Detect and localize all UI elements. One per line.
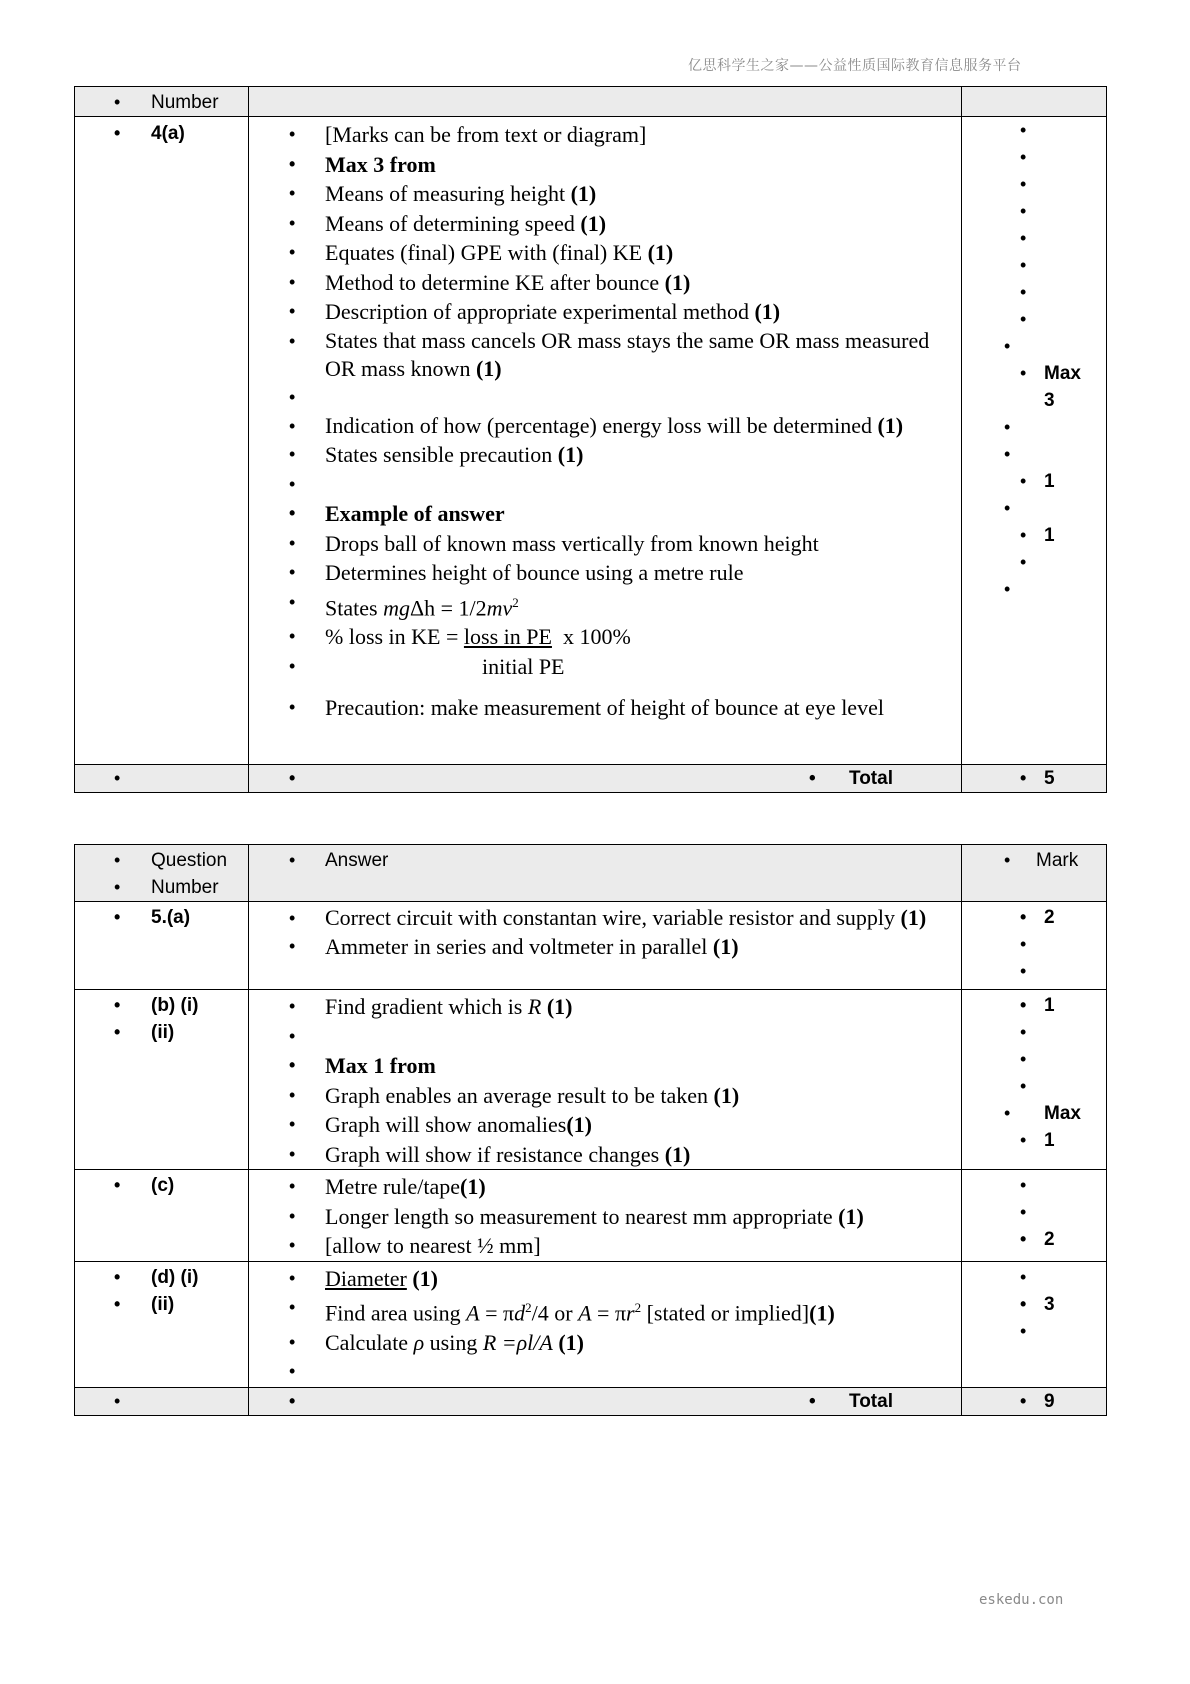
mark-cell <box>962 902 1107 990</box>
answer-cell <box>249 1170 962 1262</box>
header-number-label: • Number <box>75 89 248 116</box>
answer-cell <box>249 902 962 990</box>
answer-line: • Find gradient which is R (1) <box>249 992 961 1022</box>
question-number: • (d) (i) <box>75 1264 248 1291</box>
mark-line-empty <box>962 198 1106 225</box>
mark-scheme-table-q5 <box>74 844 1107 1416</box>
mark-cell <box>962 117 1107 765</box>
answer-line: • Ammeter in series and voltmeter in parallel (1) <box>249 932 961 962</box>
header-mark <box>962 87 1107 117</box>
header-question-label: • Question <box>75 847 248 874</box>
mark-line-empty <box>962 958 1106 985</box>
total-spacer <box>75 1387 249 1415</box>
mark-max: • Max 3 <box>962 360 1106 414</box>
answer-line: • [allow to nearest ½ mm] <box>249 1231 961 1261</box>
question-number: • 4(a) <box>75 120 248 147</box>
mark-line-empty <box>962 252 1106 279</box>
answer-line: • Equates (final) GPE with (final) KE (1) <box>249 238 961 268</box>
total-value-cell <box>962 1387 1107 1415</box>
answer-line: • Find area using $A = \pi d^2/4$ or $A = \pi r^2$ [stated or implied](1) <box>249 1293 961 1328</box>
question-cell <box>75 1170 249 1262</box>
header-answer <box>249 87 962 117</box>
answer-line: • Longer length so measurement to nearest mm appropriate (1) <box>249 1202 961 1232</box>
answer-line: • Diameter (1) <box>249 1264 961 1294</box>
table-row <box>75 1170 1107 1262</box>
total-value: • 9 <box>962 1388 1106 1415</box>
total-label-cell: • • Total <box>249 1387 962 1415</box>
total-value: • 5 <box>962 765 1106 792</box>
question-number: • (ii) <box>75 1019 248 1046</box>
total-row <box>75 765 1107 793</box>
answer-line: • [Marks can be from text or diagram] <box>249 120 961 150</box>
header-mark <box>962 845 1107 902</box>
mark-cell <box>962 1170 1107 1262</box>
mark-value: • 2 <box>962 904 1106 931</box>
answer-line: • Precaution: make measurement of height of bounce at eye level <box>249 693 961 723</box>
mark-value: • 2 <box>962 1226 1106 1253</box>
answer-line: • initial PE <box>249 652 961 682</box>
mark-line-empty <box>962 1264 1106 1291</box>
mark-max: • Max <box>962 1100 1106 1127</box>
answer-line: • Indication of how (percentage) energy loss will be determined (1) <box>249 412 961 440</box>
question-number: • 5.(a) <box>75 904 248 931</box>
mark-line-empty <box>962 117 1106 144</box>
answer-line: • Means of measuring height (1) <box>249 179 961 209</box>
question-number: • (ii) <box>75 1291 248 1318</box>
mark-line-empty <box>962 333 1106 360</box>
header-mark-label: • Mark <box>962 847 1106 874</box>
mark-scheme-table-q4 <box>74 86 1107 793</box>
question-cell <box>75 902 249 990</box>
answer-cell <box>249 990 962 1170</box>
total-value-cell <box>962 765 1107 793</box>
mark-line-empty <box>962 171 1106 198</box>
question-cell <box>75 990 249 1170</box>
mark-value: • 3 <box>962 1291 1106 1318</box>
answer-line-empty <box>249 383 961 413</box>
mark-line-empty <box>962 1046 1106 1073</box>
mark-line-empty <box>962 279 1106 306</box>
mark-line-empty <box>962 306 1106 333</box>
answer-line: • Max 1 from <box>249 1051 961 1081</box>
answer-line: • Means of determining speed (1) <box>249 209 961 239</box>
table-header-row <box>75 87 1107 117</box>
answer-cell <box>249 117 962 765</box>
answer-line: • Max 3 from <box>249 150 961 180</box>
table-header-row <box>75 845 1107 902</box>
total-row <box>75 1387 1107 1415</box>
header-question-number <box>75 845 249 902</box>
answer-cell <box>249 1261 962 1387</box>
mark-line-empty <box>962 1073 1106 1100</box>
mark-cell <box>962 1261 1107 1387</box>
mark-line-empty <box>962 1019 1106 1046</box>
answer-line: • Calculate ρ using R =ρl/A (1) <box>249 1328 961 1358</box>
mark-line-empty <box>962 549 1106 576</box>
answer-line: • States $mg\Delta h = 1/2mv^2$ <box>249 588 961 623</box>
total-spacer <box>75 765 249 793</box>
total-label: Total <box>849 1390 893 1412</box>
answer-line: • Metre rule/tape(1) <box>249 1172 961 1202</box>
table-row <box>75 1261 1107 1387</box>
question-cell <box>75 117 249 765</box>
footer-note: eskedu.con <box>979 1592 1064 1608</box>
mark-line-empty <box>962 1172 1106 1199</box>
mark-line-empty <box>962 1318 1106 1345</box>
answer-line: • Method to determine KE after bounce (1) <box>249 268 961 298</box>
answer-line: • Example of answer <box>249 499 961 529</box>
mark-line-empty <box>962 225 1106 252</box>
answer-line-empty <box>249 1022 961 1052</box>
question-number: • (b) (i) <box>75 992 248 1019</box>
answer-line: • % loss in KE = loss in PE x 100% <box>249 622 961 652</box>
mark-value: • 1 <box>962 522 1106 549</box>
answer-line: • Graph enables an average result to be taken (1) <box>249 1081 961 1111</box>
mark-line-empty <box>962 1199 1106 1226</box>
header-answer <box>249 845 962 902</box>
answer-line-empty <box>249 1357 961 1387</box>
header-number-label: • Number <box>75 874 248 901</box>
answer-line-empty <box>249 470 961 500</box>
mark-line-empty <box>962 144 1106 171</box>
header-question-number <box>75 87 249 117</box>
mark-line-empty <box>962 931 1106 958</box>
answer-line: • Drops ball of known mass vertically from known height <box>249 529 961 559</box>
mark-value: • 1 <box>962 992 1106 1019</box>
question-number: • (c) <box>75 1172 248 1199</box>
mark-cell: • 1 • • • • Max 1 <box>962 990 1107 1170</box>
mark-line-empty <box>962 576 1106 603</box>
table-row <box>75 990 1107 1170</box>
question-cell <box>75 1261 249 1387</box>
table-row <box>75 902 1107 990</box>
mark-line-empty <box>962 495 1106 522</box>
answer-line: • States sensible precaution (1) <box>249 440 961 470</box>
mark-line-empty <box>962 441 1106 468</box>
answer-line: • Graph will show if resistance changes (1) <box>249 1140 961 1170</box>
mark-line-empty <box>962 414 1106 441</box>
answer-line: • States that mass cancels OR mass stays the same OR mass measured OR mass known (1) <box>249 327 961 383</box>
answer-line: • Graph will show anomalies(1) <box>249 1110 961 1140</box>
answer-line: • Correct circuit with constantan wire, variable resistor and supply (1) <box>249 904 961 932</box>
header-answer-label: • Answer <box>249 847 961 874</box>
total-label-cell: • • Total <box>249 765 962 793</box>
total-label: Total <box>849 768 893 789</box>
mark-value: • 1 <box>962 468 1106 495</box>
table-row <box>75 117 1107 765</box>
answer-line: • Description of appropriate experimental method (1) <box>249 297 961 327</box>
header-note: 亿思科学生之家——公益性质国际教育信息服务平台 <box>688 58 1022 74</box>
answer-line: • Determines height of bounce using a metre rule <box>249 558 961 588</box>
